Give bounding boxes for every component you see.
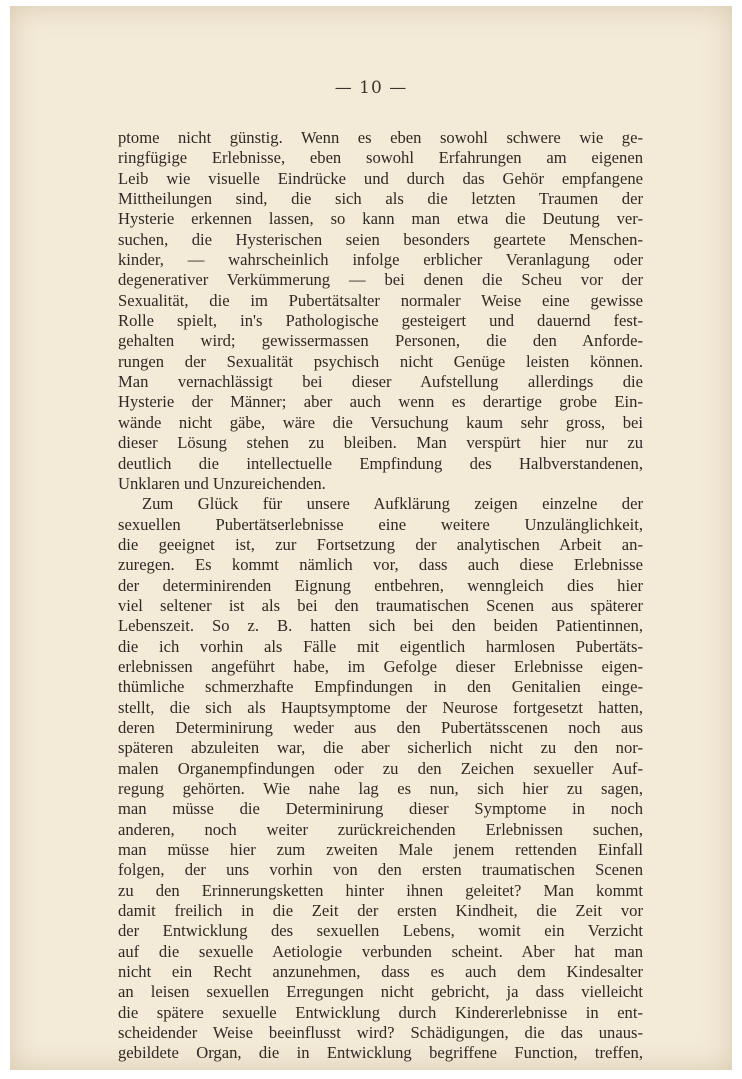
text-line: Hysterie der Männer; aber auch wenn es derartige grobe Ein- [118, 392, 643, 412]
text-line: gebildete Organ, die in Entwicklung begriffene Function, treffen, [118, 1043, 643, 1063]
text-line: nicht ein Recht anzunehmen, dass es auch dem Kindesalter [118, 962, 643, 982]
text-line: thümliche schmerzhafte Empfindungen in den Genitalien einge- [118, 677, 643, 697]
text-line: viel seltener ist als bei den traumatischen Scenen aus späterer [118, 595, 643, 615]
text-line: man müsse die Determinirung dieser Symptome in noch [118, 799, 643, 819]
text-line: die ich vorhin als Fälle mit eigentlich harmlosen Pubertäts- [118, 636, 643, 656]
paragraph [118, 494, 643, 1064]
paragraph [118, 128, 643, 494]
text-line: degenerativer Verkümmerung — bei denen die Scheu vor der [118, 270, 643, 290]
text-line: sexuellen Pubertätserlebnisse eine weitere Unzulänglichkeit, [118, 514, 643, 534]
text-line: deutlich die intellectuelle Empfindung des Halbverstandenen, [118, 453, 643, 473]
text-line: auf die sexuelle Aetiologie verbunden scheint. Aber hat man [118, 941, 643, 961]
book-page [10, 6, 732, 1070]
text-line: dieser Lösung stehen zu bleiben. Man verspürt hier nur zu [118, 433, 643, 453]
text-line: Mittheilungen sind, die sich als die letzten Traumen der [118, 189, 643, 209]
text-line: ringfügige Erlebnisse, eben sowohl Erfahrungen am eigenen [118, 148, 643, 168]
text-line: rungen der Sexualität psychisch nicht Genüge leisten können. [118, 351, 643, 371]
text-line: die spätere sexuelle Entwicklung durch Kindererlebnisse in ent- [118, 1002, 643, 1022]
text-line: deren Determinirung weder aus den Pubertätsscenen noch aus [118, 717, 643, 737]
text-line: Leib wie visuelle Eindrücke und durch das Gehör empfangene [118, 168, 643, 188]
text-line: regung gehörten. Wie nahe lag es nun, sich hier zu sagen, [118, 779, 643, 798]
text-line: Hysterie erkennen lassen, so kann man etwa die Deutung ver- [118, 209, 643, 229]
text-line: man müsse hier zum zweiten Male jenem rettenden Einfall [118, 840, 643, 860]
text-line: Zum Glück für unsere Aufklärung zeigen einzelne der [142, 494, 643, 514]
text-line: Unklaren und Unzureichenden. [118, 473, 326, 493]
text-line: gehalten wird; gewissermassen Personen, die den Anforde- [118, 331, 643, 351]
text-line: zuregen. Es kommt nämlich vor, dass auch diese Erlebnisse [118, 555, 643, 575]
text-line: Sexualität, die im Pubertätsalter normaler Weise eine gewisse [118, 290, 643, 310]
body-text [118, 128, 643, 1064]
text-line: anderen, noch weiter zurückreichenden Erlebnissen suchen, [118, 819, 643, 839]
text-line: stellt, die sich als Hauptsymptome der Neurose fortgesetzt hatten, [118, 697, 643, 717]
text-line: damit freilich in die Zeit der ersten Kindheit, die Zeit vor [118, 901, 643, 921]
text-line: späteren abzuleiten war, die aber sicherlich nicht zu den nor- [118, 738, 643, 758]
text-line: ptome nicht günstig. Wenn es eben sowohl schwere wie ge- [118, 128, 643, 147]
text-line: folgen, der uns vorhin von den ersten traumatischen Scenen [118, 860, 643, 880]
text-line: Lebenszeit. So z. B. hatten sich bei den beiden Patientinnen, [118, 616, 643, 636]
text-line: malen Organempfindungen oder zu den Zeichen sexueller Auf- [118, 758, 643, 778]
text-line: die geeignet ist, zur Fortsetzung der analytischen Arbeit an- [118, 534, 643, 554]
text-line: Man vernachlässigt bei dieser Aufstellung allerdings die [118, 372, 643, 392]
text-line: scheidender Weise beeinflusst wird? Schädigungen, die das unaus- [118, 1023, 643, 1043]
text-line: wände nicht gäbe, wäre die Versuchung kaum sehr gross, bei [118, 412, 643, 432]
text-line: kinder, — wahrscheinlich infolge erblicher Veranlagung oder [118, 250, 643, 270]
text-line: zu den Erinnerungsketten hinter ihnen geleitet? Man kommt [118, 880, 643, 900]
text-line: an leisen sexuellen Erregungen nicht gebricht, ja dass vielleicht [118, 982, 643, 1002]
text-line: suchen, die Hysterischen seien besonders geartete Menschen- [118, 229, 643, 249]
text-line: der determinirenden Eignung entbehren, wenngleich dies hier [118, 575, 643, 595]
text-line: der Entwicklung des sexuellen Lebens, womit ein Verzicht [118, 921, 643, 941]
page-number: — 10 — [334, 78, 408, 98]
text-line: erlebnissen angeführt habe, im Gefolge dieser Erlebnisse eigen- [118, 656, 643, 676]
text-line: Rolle spielt, in's Pathologische gesteigert und dauernd fest- [118, 311, 643, 331]
